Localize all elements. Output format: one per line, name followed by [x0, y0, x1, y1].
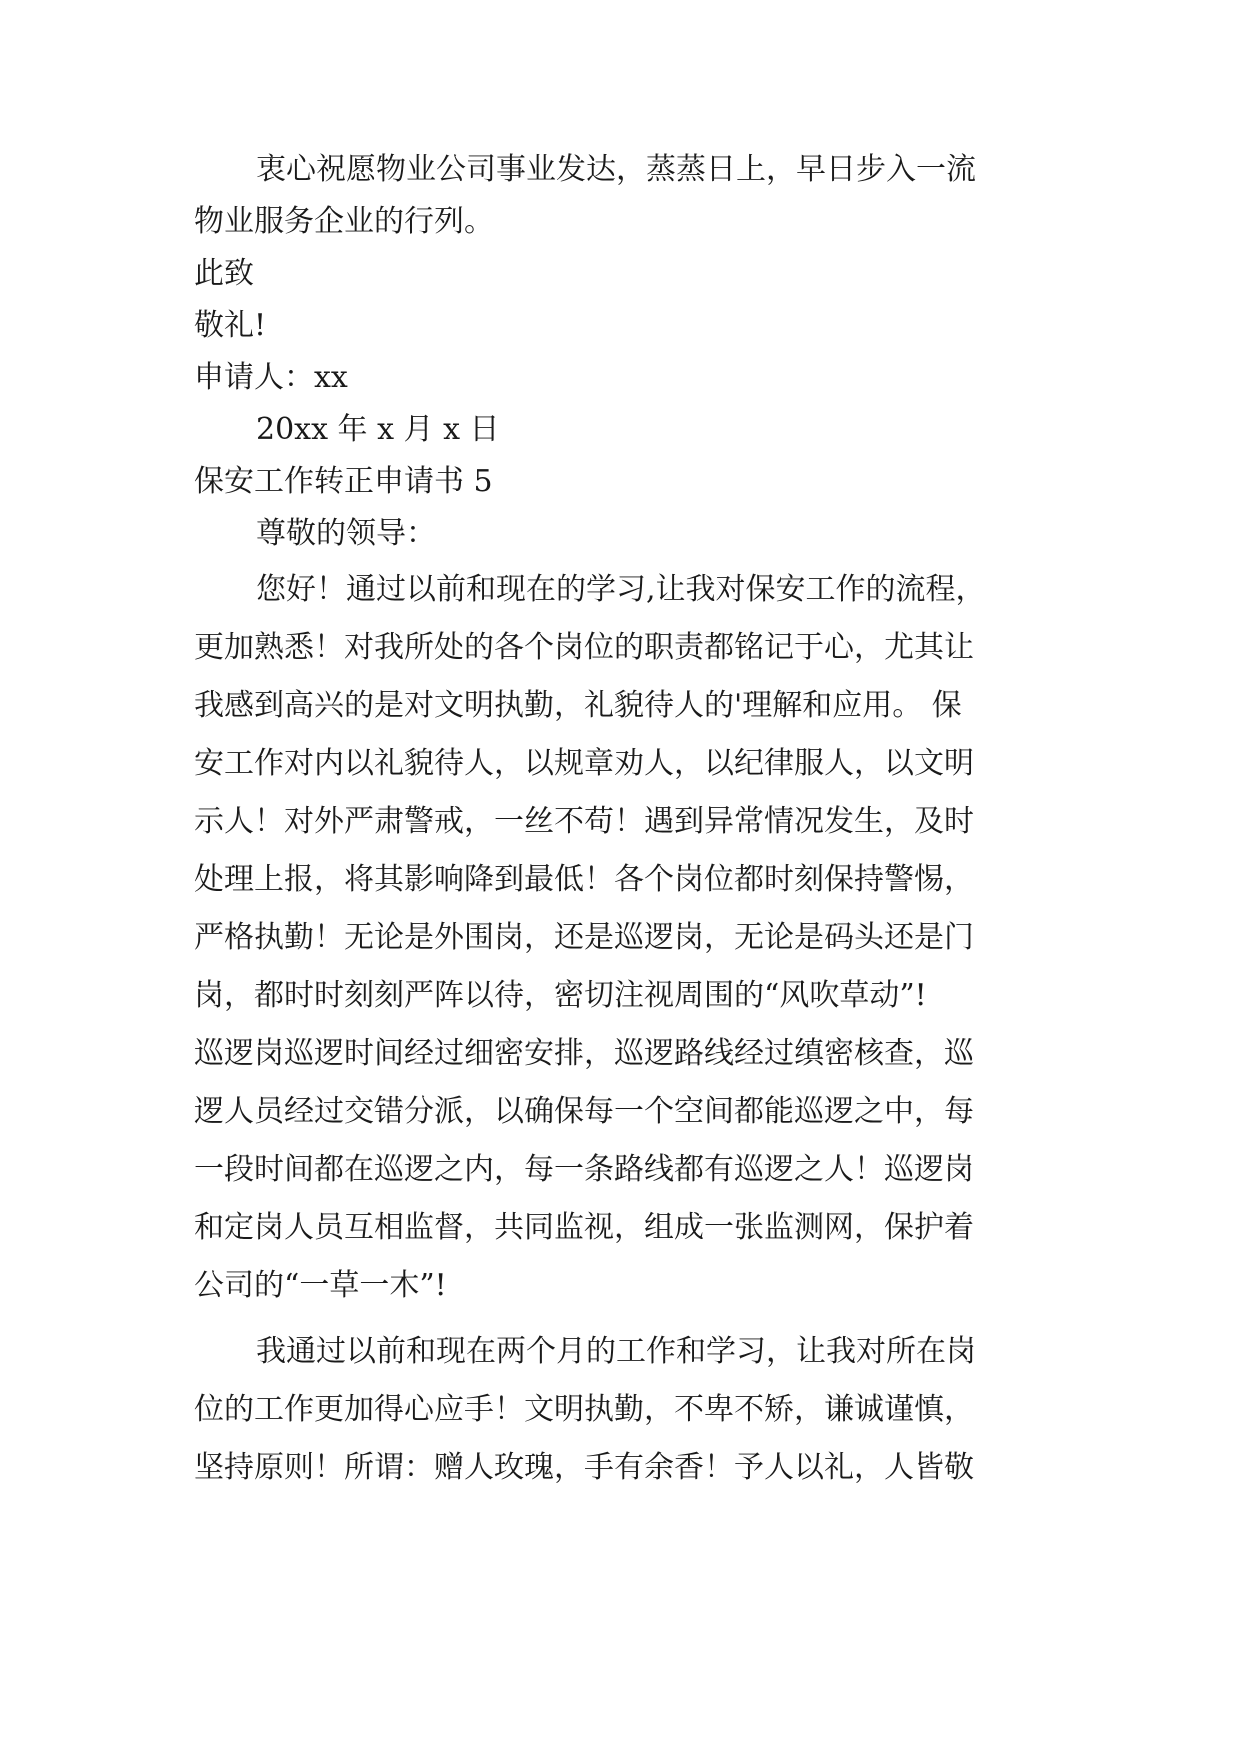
text-line: 和定岗人员互相监督，共同监视，组成一张监测网，保护着 [194, 1210, 974, 1245]
text-line: 20xx 年 x 月 x 日 [256, 412, 500, 447]
text-line: 安工作对内以礼貌待人，以规章劝人，以纪律服人，以文明 [194, 746, 974, 781]
text-line: 更加熟悉！对我所处的各个岗位的职责都铭记于心，尤其让 [194, 630, 974, 665]
text-line: 敬礼! [194, 308, 267, 343]
text-line: 我感到高兴的是对文明执勤，礼貌待人的'理解和应用。 保 [194, 688, 962, 723]
text-line: 公司的“一草一木”! [194, 1268, 447, 1303]
text-line: 处理上报，将其影响降到最低！各个岗位都时刻保持警惕， [194, 862, 974, 897]
text-line: 物业服务企业的行列。 [194, 204, 494, 239]
text-line: 此致 [194, 256, 254, 291]
text-line: 衷心祝愿物业公司事业发达，蒸蒸日上，早日步入一流 [256, 152, 976, 187]
text-line: 坚持原则！所谓：赠人玫瑰，手有余香！予人以礼，人皆敬 [194, 1450, 974, 1485]
text-line: 申请人：xx [194, 360, 348, 395]
text-line: 尊敬的领导： [256, 516, 436, 551]
text-line: 我通过以前和现在两个月的工作和学习，让我对所在岗 [256, 1334, 976, 1369]
text-line: 您好！通过以前和现在的学习,让我对保安工作的流程， [256, 572, 986, 607]
text-line: 逻人员经过交错分派，以确保每一个空间都能巡逻之中，每 [194, 1094, 974, 1129]
text-line: 位的工作更加得心应手！文明执勤，不卑不矫，谦诚谨慎， [194, 1392, 974, 1427]
text-line: 严格执勤！无论是外围岗，还是巡逻岗，无论是码头还是门 [194, 920, 974, 955]
text-line: 岗，都时时刻刻严阵以待，密切注视周围的“风吹草动”! [194, 978, 927, 1013]
text-line: 一段时间都在巡逻之内，每一条路线都有巡逻之人！巡逻岗 [194, 1152, 974, 1187]
section-title: 保安工作转正申请书 5 [194, 464, 493, 499]
text-line: 示人！对外严肃警戒，一丝不苟！遇到异常情况发生，及时 [194, 804, 974, 839]
text-line: 巡逻岗巡逻时间经过细密安排，巡逻路线经过缜密核查，巡 [194, 1036, 974, 1071]
